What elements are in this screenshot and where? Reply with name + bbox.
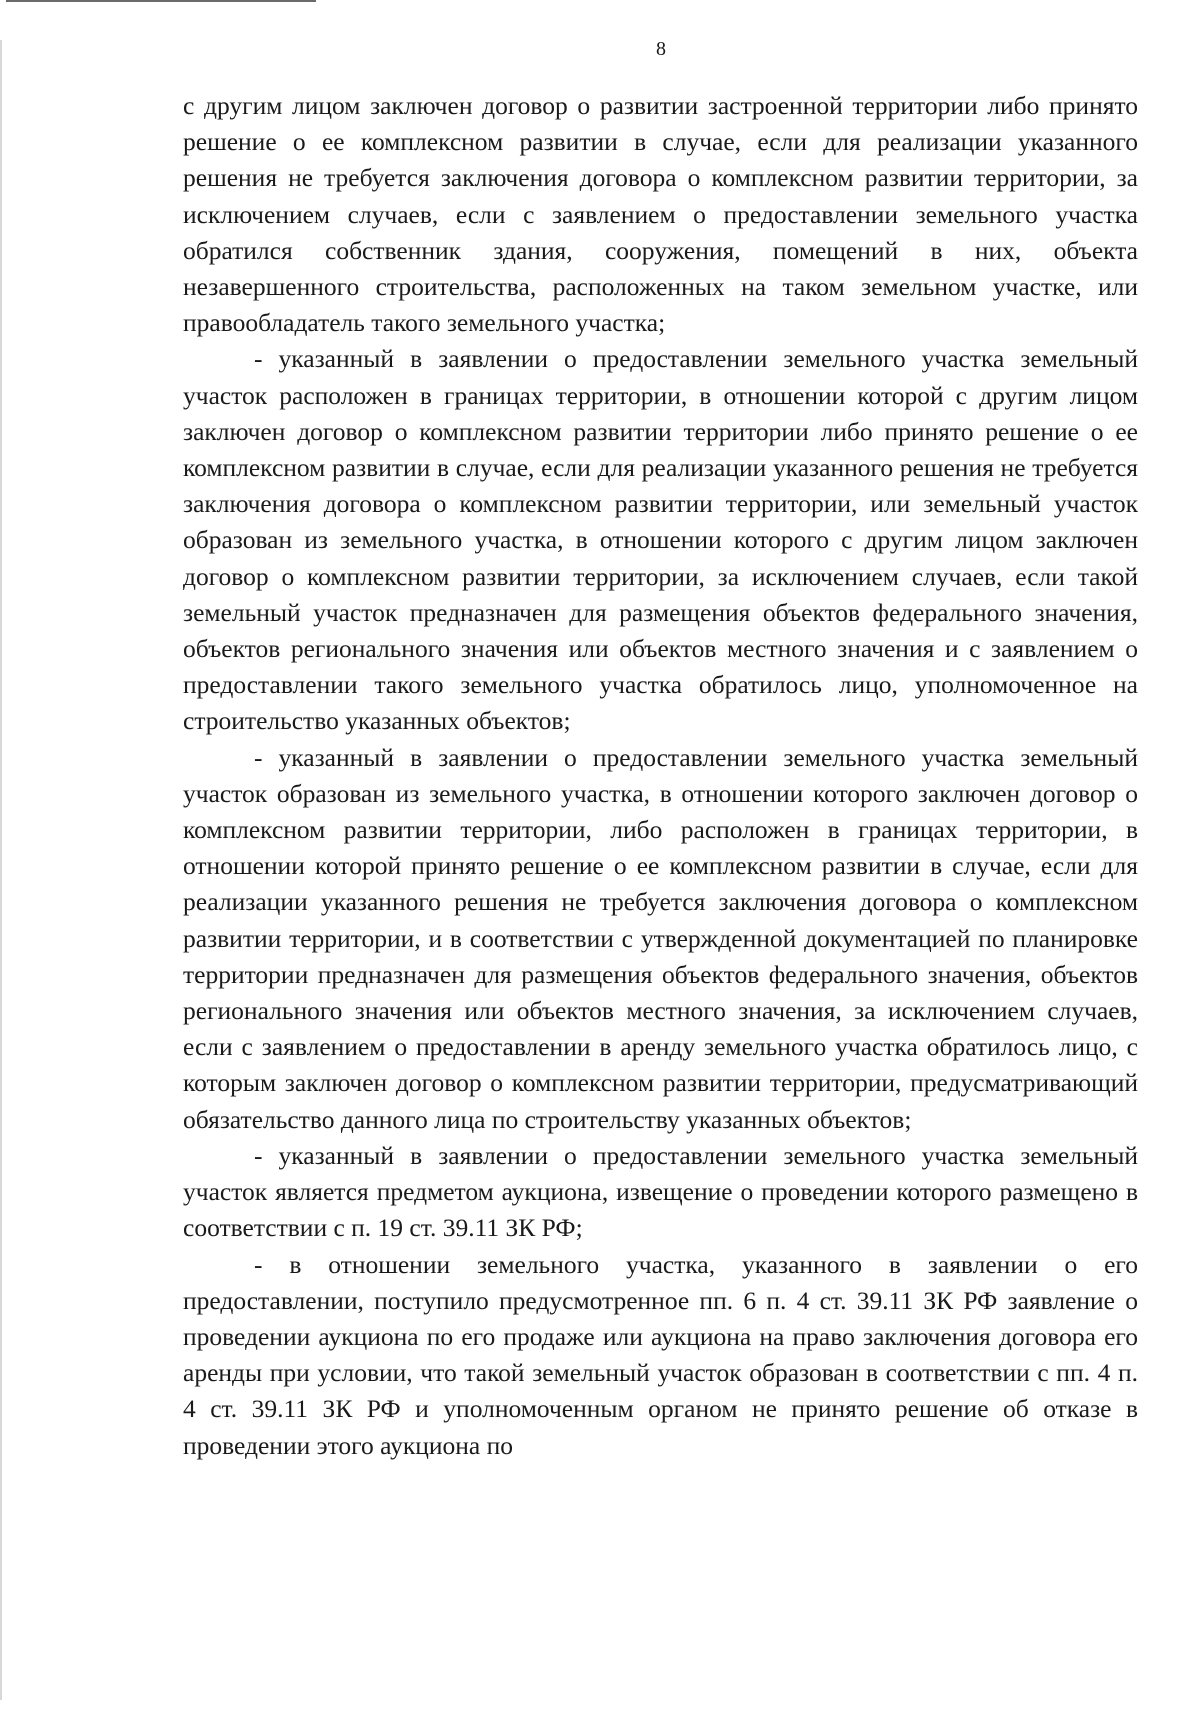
paragraph-list-item: - в отношении земельного участка, указанного в заявлении о его предоставлении, поступило предусмотренное пп. 6 п. 4 ст. 39.11 ЗК РФ заявление о проведении аукциона по его продаже или аукциона на право заключения договора его аренды при условии, что такой земельный участок образован в соответствии с пп. 4 п. 4 ст. 39.11 ЗК РФ и уполномоченным органом не принято решение об отказе в проведении этого аукциона по <box>183 1249 1138 1460</box>
document-body <box>183 88 1138 1464</box>
paragraph-list-item: - указанный в заявлении о предоставлении земельного участка земельный участок образован из земельного участка, в отношении которого заключен договор о комплексном развитии территории, либо расположен в границах территории, в отношении которой принято решение о ее комплексном развитии в случае, если для реализации указанного решения не требуется заключения договора о комплексном развитии территории, и в соответствии с утвержденной документацией по планировке территории предназначен для размещения объектов федерального значения, объектов регионального значения или объектов местного значения, за исключением случаев, если с заявлением о предоставлении в аренду земельного участка обратилось лицо, с которым заключен договор о комплексном развитии территории, предусматривающий обязательство данного лица по строительству указанных объектов; <box>183 742 1138 1134</box>
page-number: 8 <box>656 38 666 60</box>
scan-artifact-line <box>6 0 316 2</box>
paragraph-list-item: - указанный в заявлении о предоставлении земельного участка земельный участок является предметом аукциона, извещение о проведении которого размещено в соответствии с п. 19 ст. 39.11 ЗК РФ; <box>183 1140 1138 1243</box>
scan-artifact-edge <box>0 40 2 1700</box>
paragraph-list-item: - указанный в заявлении о предоставлении земельного участка земельный участок расположен в границах территории, в отношении которой с другим лицом заключен договор о комплексном развитии территории либо принято решение о ее комплексном развитии в случае, если для реализации указанного решения не требуется заключения договора о комплексном развитии территории, или земельный участок образован из земельного участка, в отношении которого с другим лицом заключен договор о комплексном развитии территории, за исключением случаев, если такой земельный участок предназначен для размещения объектов федерального значения, объектов регионального значения или объектов местного значения и с заявлением о предоставлении такого земельного участка обратилось лицо, уполномоченное на строительство указанных объектов; <box>183 344 1138 736</box>
paragraph-continuation: с другим лицом заключен договор о развитии застроенной территории либо принято решение о ее комплексном развитии в случае, если для реализации указанного решения не требуется заключения договора о комплексном развитии территории, за исключением случаев, если с заявлением о предоставлении земельного участка обратился собственник здания, сооружения, помещений в них, объекта незавершенного строительства, расположенных на таком земельном участке, или правообладатель такого земельного участка; <box>183 91 1138 338</box>
